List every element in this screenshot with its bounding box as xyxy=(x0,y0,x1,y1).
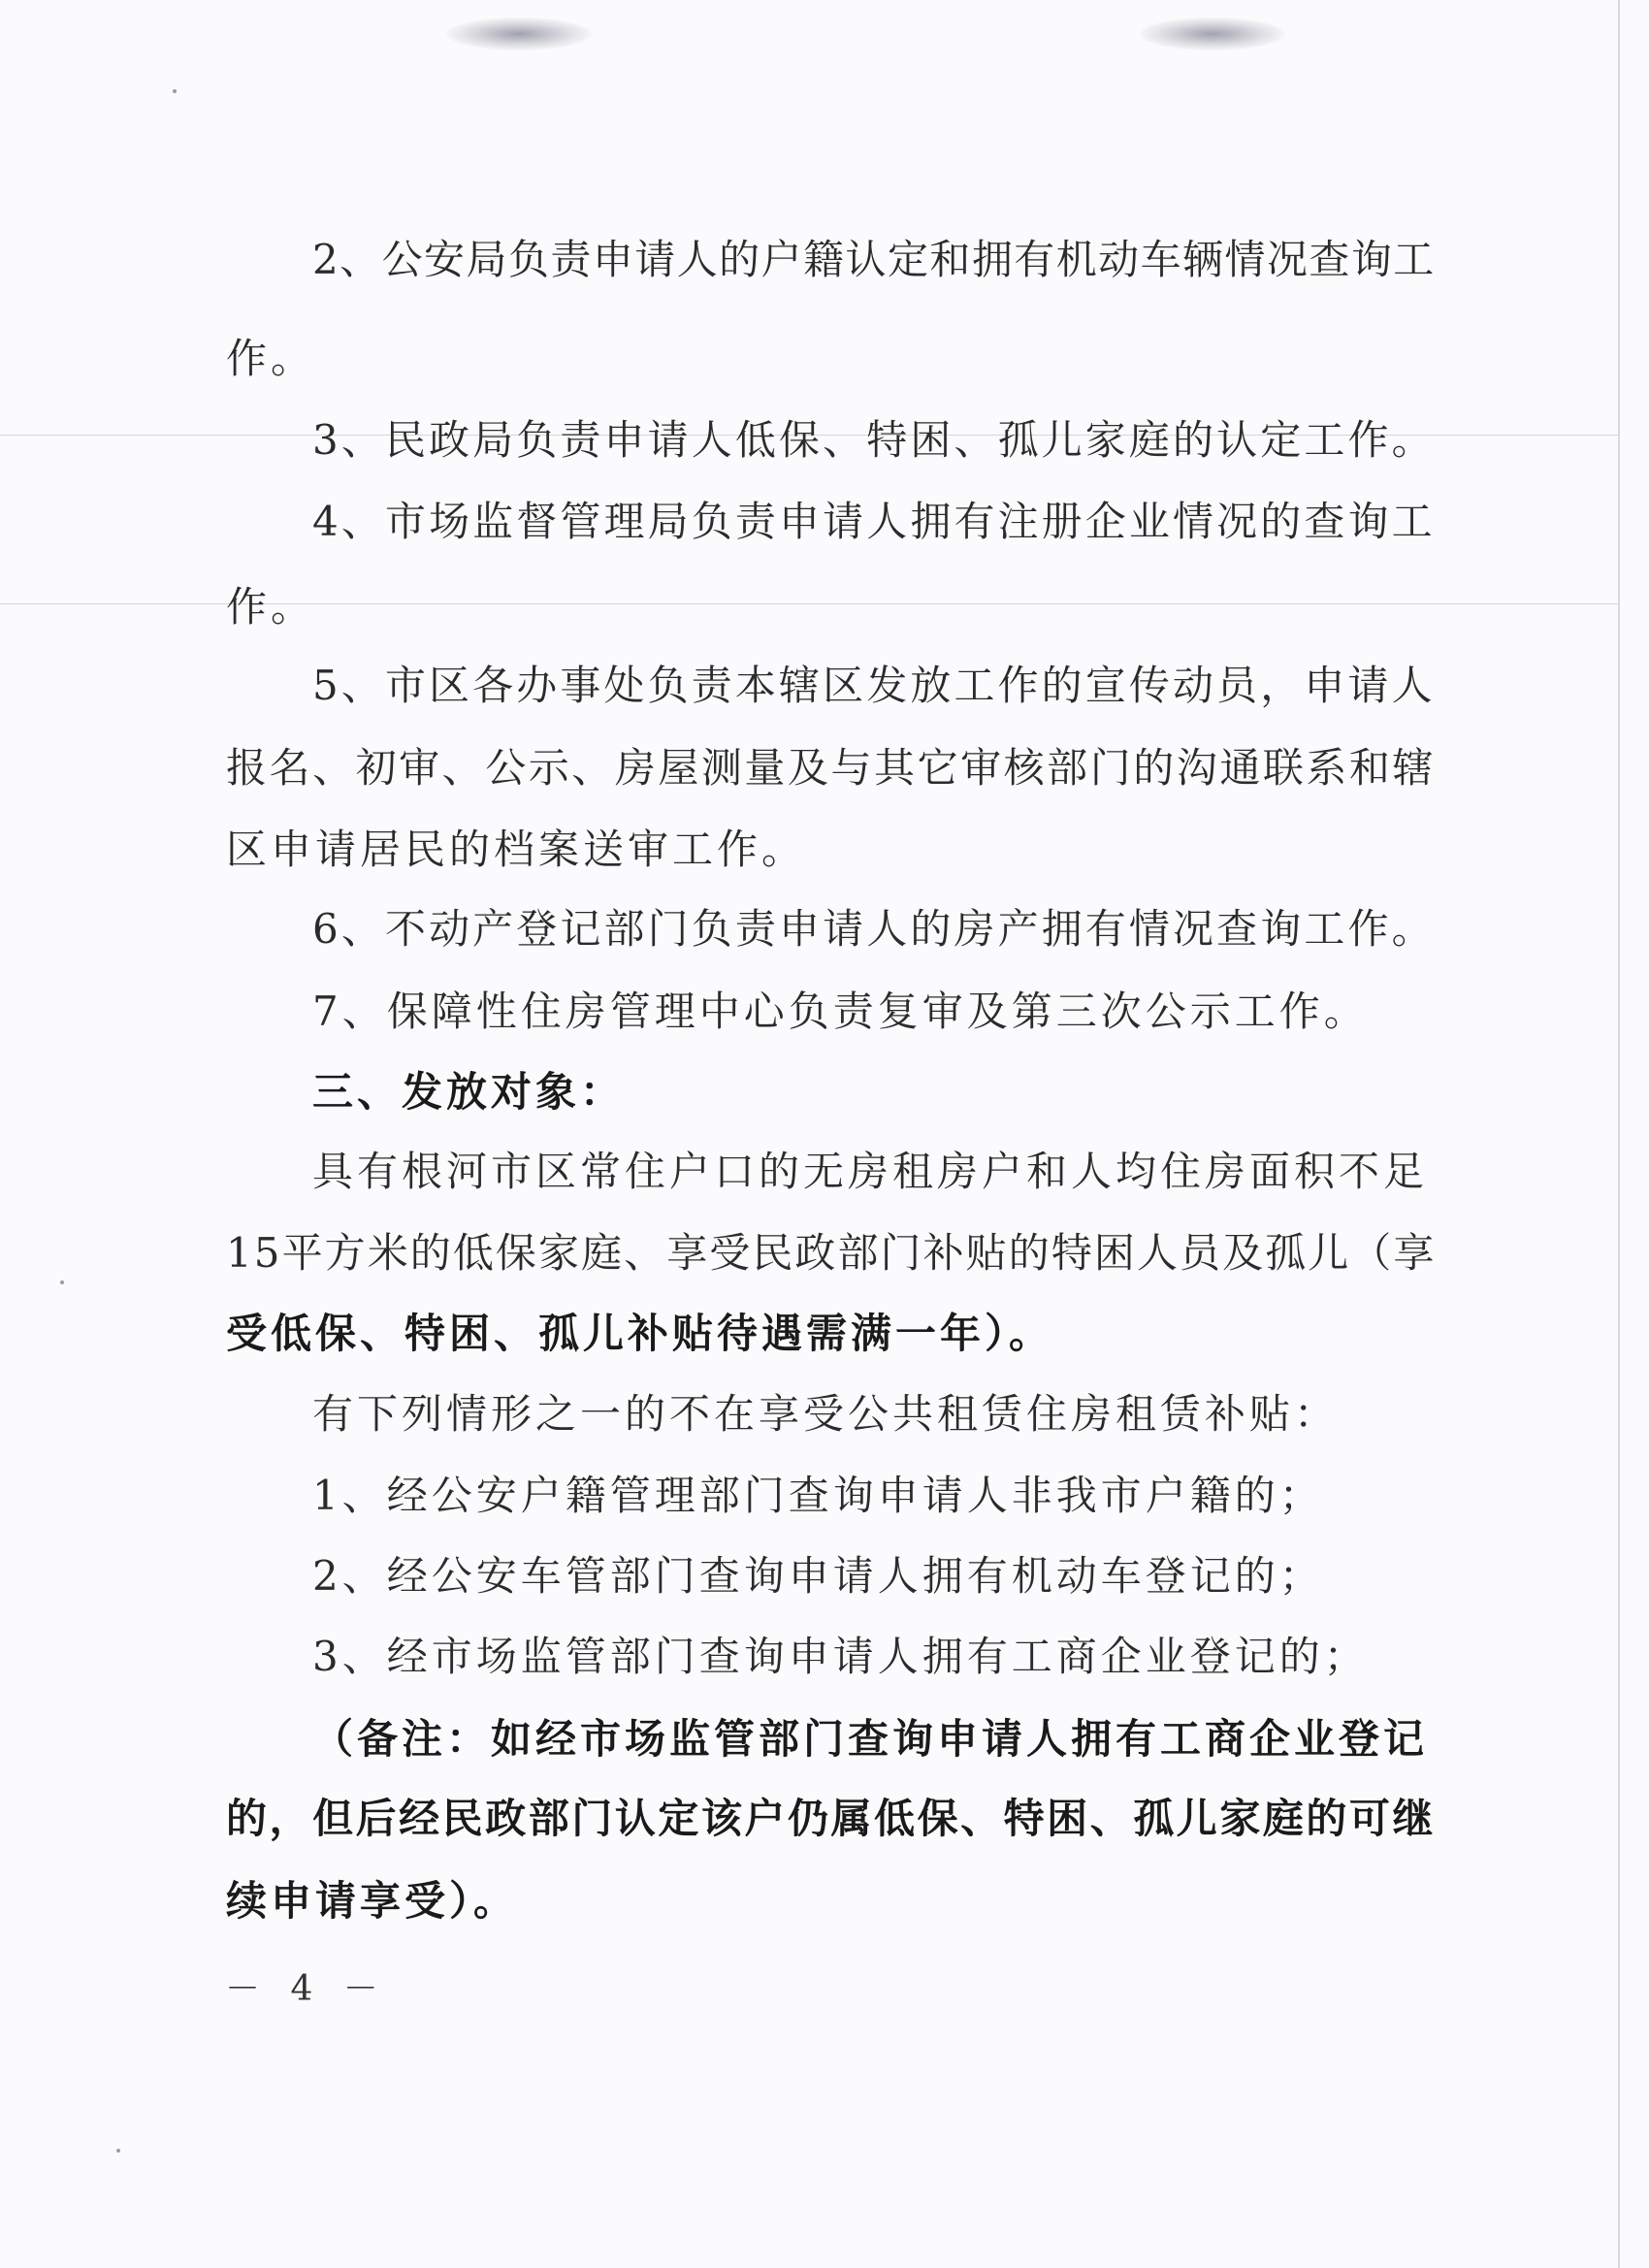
text-line-16: 1、经公安户籍管理部门查询申请人非我市户籍的； xyxy=(312,1472,1324,1519)
text-line-1: 2、公安局负责申请人的户籍认定和拥有机动车辆情况查询工 xyxy=(312,236,1436,283)
text-line-6: 5、市区各办事处负责本辖区发放工作的宣传动员，申请人 xyxy=(312,662,1436,709)
text-line-8: 区申请居民的档案送审工作。 xyxy=(226,826,807,873)
note-line-3: 续申请享受）。 xyxy=(226,1877,519,1925)
text-line-15: 有下列情形之一的不在享受公共租赁住房租赁补贴： xyxy=(312,1390,1340,1438)
text-line-5: 作。 xyxy=(226,583,316,631)
text-line-4: 4、市场监督管理局负责申请人拥有注册企业情况的查询工 xyxy=(312,498,1436,545)
scan-speck xyxy=(116,2149,120,2153)
scan-speck xyxy=(60,1280,64,1284)
text-line-7: 报名、初审、公示、房屋测量及与其它审核部门的沟通联系和辖 xyxy=(226,744,1437,792)
text-line-14: 受低保、特困、孤儿补贴待遇需满一年）。 xyxy=(226,1310,1054,1357)
text-line-10: 7、保障性住房管理中心负责复审及第三次公示工作。 xyxy=(312,988,1369,1035)
text-line-13: 15平方米的低保家庭、享受民政部门补贴的特困人员及孤儿（享 xyxy=(226,1229,1437,1277)
text-line-18: 3、经市场监管部门查询申请人拥有工商企业登记的； xyxy=(312,1633,1369,1680)
note-line-1: （备注：如经市场监管部门查询申请人拥有工商企业登记 xyxy=(312,1715,1429,1763)
scan-edge xyxy=(1618,0,1620,2268)
scan-smudge xyxy=(446,17,592,50)
scan-smudge xyxy=(1140,17,1285,50)
note-line-2: 的，但后经民政部门认定该户仍属低保、特困、孤儿家庭的可继 xyxy=(226,1795,1437,1842)
text-line-17: 2、经公安车管部门查询申请人拥有机动车登记的； xyxy=(312,1552,1324,1600)
section-heading: 三、发放对象： xyxy=(312,1068,626,1116)
page-number: － 4 － xyxy=(225,1969,388,2009)
text-line-12: 具有根河市区常住户口的无房租房户和人均住房面积不足 xyxy=(312,1148,1429,1195)
text-line-9: 6、不动产登记部门负责申请人的房产拥有情况查询工作。 xyxy=(312,905,1436,953)
text-line-3: 3、民政局负责申请人低保、特困、孤儿家庭的认定工作。 xyxy=(312,416,1436,464)
text-line-2: 作。 xyxy=(226,335,316,382)
scan-speck xyxy=(173,89,177,93)
